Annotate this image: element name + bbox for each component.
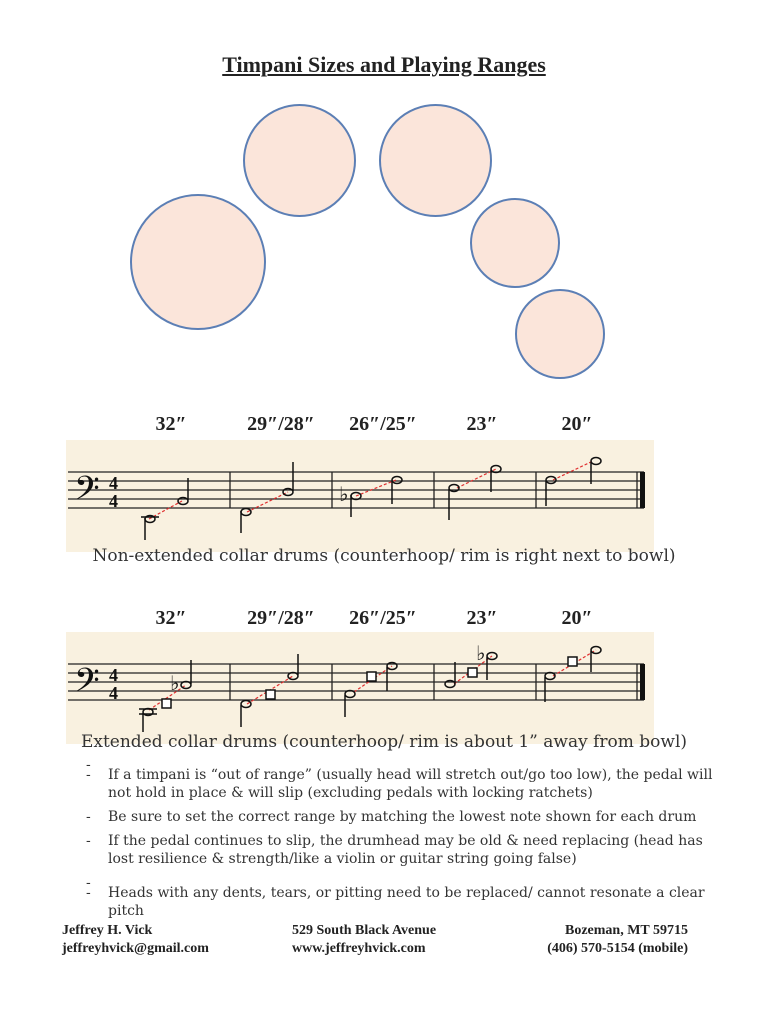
author-name: Jeffrey H. Vick (62, 923, 153, 938)
drum-23 (470, 198, 560, 288)
size-labels-bottom (0, 607, 768, 629)
city-state: Bozeman, MT 59715 (564, 923, 688, 938)
size-labels-top (0, 413, 768, 435)
list-item: - If the pedal continues to slip, the drumhead may be old & need replacing (head has lost resilience & strength/like a violin or guitar string going false) (84, 832, 724, 868)
blank-bullet (84, 756, 724, 766)
drum-26 (379, 104, 492, 217)
size-label: 23″ (466, 607, 498, 629)
bass-clef-icon: 𝄢 (74, 470, 100, 516)
staff-non-extended (66, 440, 654, 552)
footer-contact-center (292, 922, 436, 958)
size-label: 20″ (561, 607, 593, 629)
time-signature-bottom: 4 (109, 683, 118, 703)
bass-clef-icon: 𝄢 (74, 662, 100, 708)
time-signature-top: 4 (109, 665, 118, 685)
caption-non-extended: Non-extended collar drums (counterhoop/ rim is right next to bowl) (92, 546, 676, 566)
size-label: 32″ (155, 413, 187, 435)
flat-icon: ♭ (476, 641, 486, 665)
drum-29 (243, 104, 356, 217)
size-label: 29″/28″ (247, 413, 315, 435)
list-item: - If a timpani is “out of range” (usually head will stretch out/go too low), the pedal will not hold in place & will slip (excluding pedals with locking ratchets) (84, 766, 724, 802)
phone-number: (406) 570-5154 (mobile) (547, 941, 688, 956)
time-signature-bottom: 4 (109, 491, 118, 511)
drum-20 (515, 289, 605, 379)
size-label: 20″ (561, 413, 593, 435)
list-item: - Be sure to set the correct range by matching the lowest note shown for each drum (84, 808, 724, 826)
footer-contact-left (62, 922, 209, 958)
page-title: Timpani Sizes and Playing Ranges (222, 52, 546, 77)
size-label: 32″ (155, 607, 187, 629)
staff-extended (66, 632, 654, 744)
drum-32 (130, 194, 266, 330)
list-item: - Heads with any dents, tears, or pitting need to be replaced/ cannot resonate a clear pitch (84, 884, 724, 920)
size-label: 26″/25″ (349, 607, 417, 629)
blank-bullet (84, 874, 724, 884)
author-email[interactable]: jeffreyhvick@gmail.com (62, 941, 209, 956)
time-signature-top: 4 (109, 473, 118, 493)
street-address: 529 South Black Avenue (292, 923, 437, 938)
flat-icon: ♭ (170, 671, 180, 695)
notes-list (84, 756, 724, 926)
size-label: 23″ (466, 413, 498, 435)
size-label: 26″/25″ (349, 413, 417, 435)
size-label: 29″/28″ (247, 607, 315, 629)
caption-extended: Extended collar drums (counterhoop/ rim is about 1” away from bowl) (80, 732, 688, 752)
flat-icon: ♭ (339, 482, 349, 506)
website-link[interactable]: www.jeffreyhvick.com (292, 941, 426, 956)
footer-contact-right (547, 922, 688, 958)
